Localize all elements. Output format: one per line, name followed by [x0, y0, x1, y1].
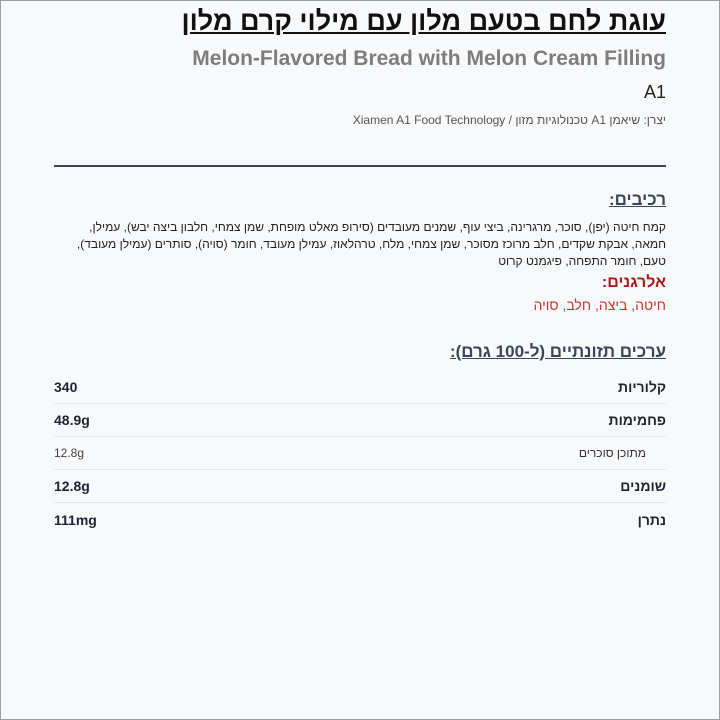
nutrient-value: 340 — [54, 379, 78, 395]
product-subtitle: Melon-Flavored Bread with Melon Cream Filling — [192, 47, 666, 70]
nutrient-name: נתרן — [637, 511, 666, 528]
nutrient-value: 12.8g — [54, 446, 85, 460]
ingredients-heading: רכיבים: — [608, 190, 666, 209]
brand-name: A1 — [643, 82, 666, 102]
nutrient-name: מתוכן סוכרים — [578, 446, 646, 460]
nutrient-name: קלוריות — [618, 379, 666, 395]
nutrient-name: פחמימות — [608, 412, 666, 428]
nutrition-row-sodium — [54, 503, 666, 536]
ingredients-text: קמח חיטה (יפן), סוכר, מרגרינה, ביצי עוף, שמנים מעובדים (סירופ מאלט מופחת, שמן צמחי, חלבון ביצה יבש), עמילן, חמאה, אבקת שקדים, חלב מרוכז מסוכר, שמן צמחי, מלח, טרהלאוז, עמילן מעובד, חומר (סויה), סותרים (עמילן מעובד), טעם, חומר התפחה, פיגמנט קרוט — [76, 220, 666, 268]
nutrition-row-fat — [54, 470, 666, 503]
nutrient-value: 111mg — [54, 511, 97, 528]
nutrition-table — [54, 371, 666, 536]
nutrient-value: 12.8g — [54, 478, 90, 494]
nutrient-name: שומנים — [620, 478, 666, 494]
product-page — [54, 0, 666, 536]
divider — [54, 165, 666, 167]
nutrient-value: 48.9g — [54, 412, 90, 428]
nutrition-row-carbohydrates — [54, 404, 666, 437]
manufacturer-line: יצרן: שיאמן A1 טכנולוגיות מזון / Xiamen A1 Food Technology — [352, 113, 666, 127]
nutrition-row-sugars — [54, 437, 666, 470]
allergens-heading: אלרגנים: — [601, 274, 666, 291]
nutrition-row-calories — [54, 371, 666, 404]
nutrition-heading: ערכים תזונתיים (ל-100 גרם): — [449, 342, 666, 361]
allergens-text: חיטה, ביצה, חלב, סויה — [533, 297, 666, 313]
product-title: עוגת לחם בטעם מלון עם מילוי קרם מלון — [181, 6, 666, 36]
